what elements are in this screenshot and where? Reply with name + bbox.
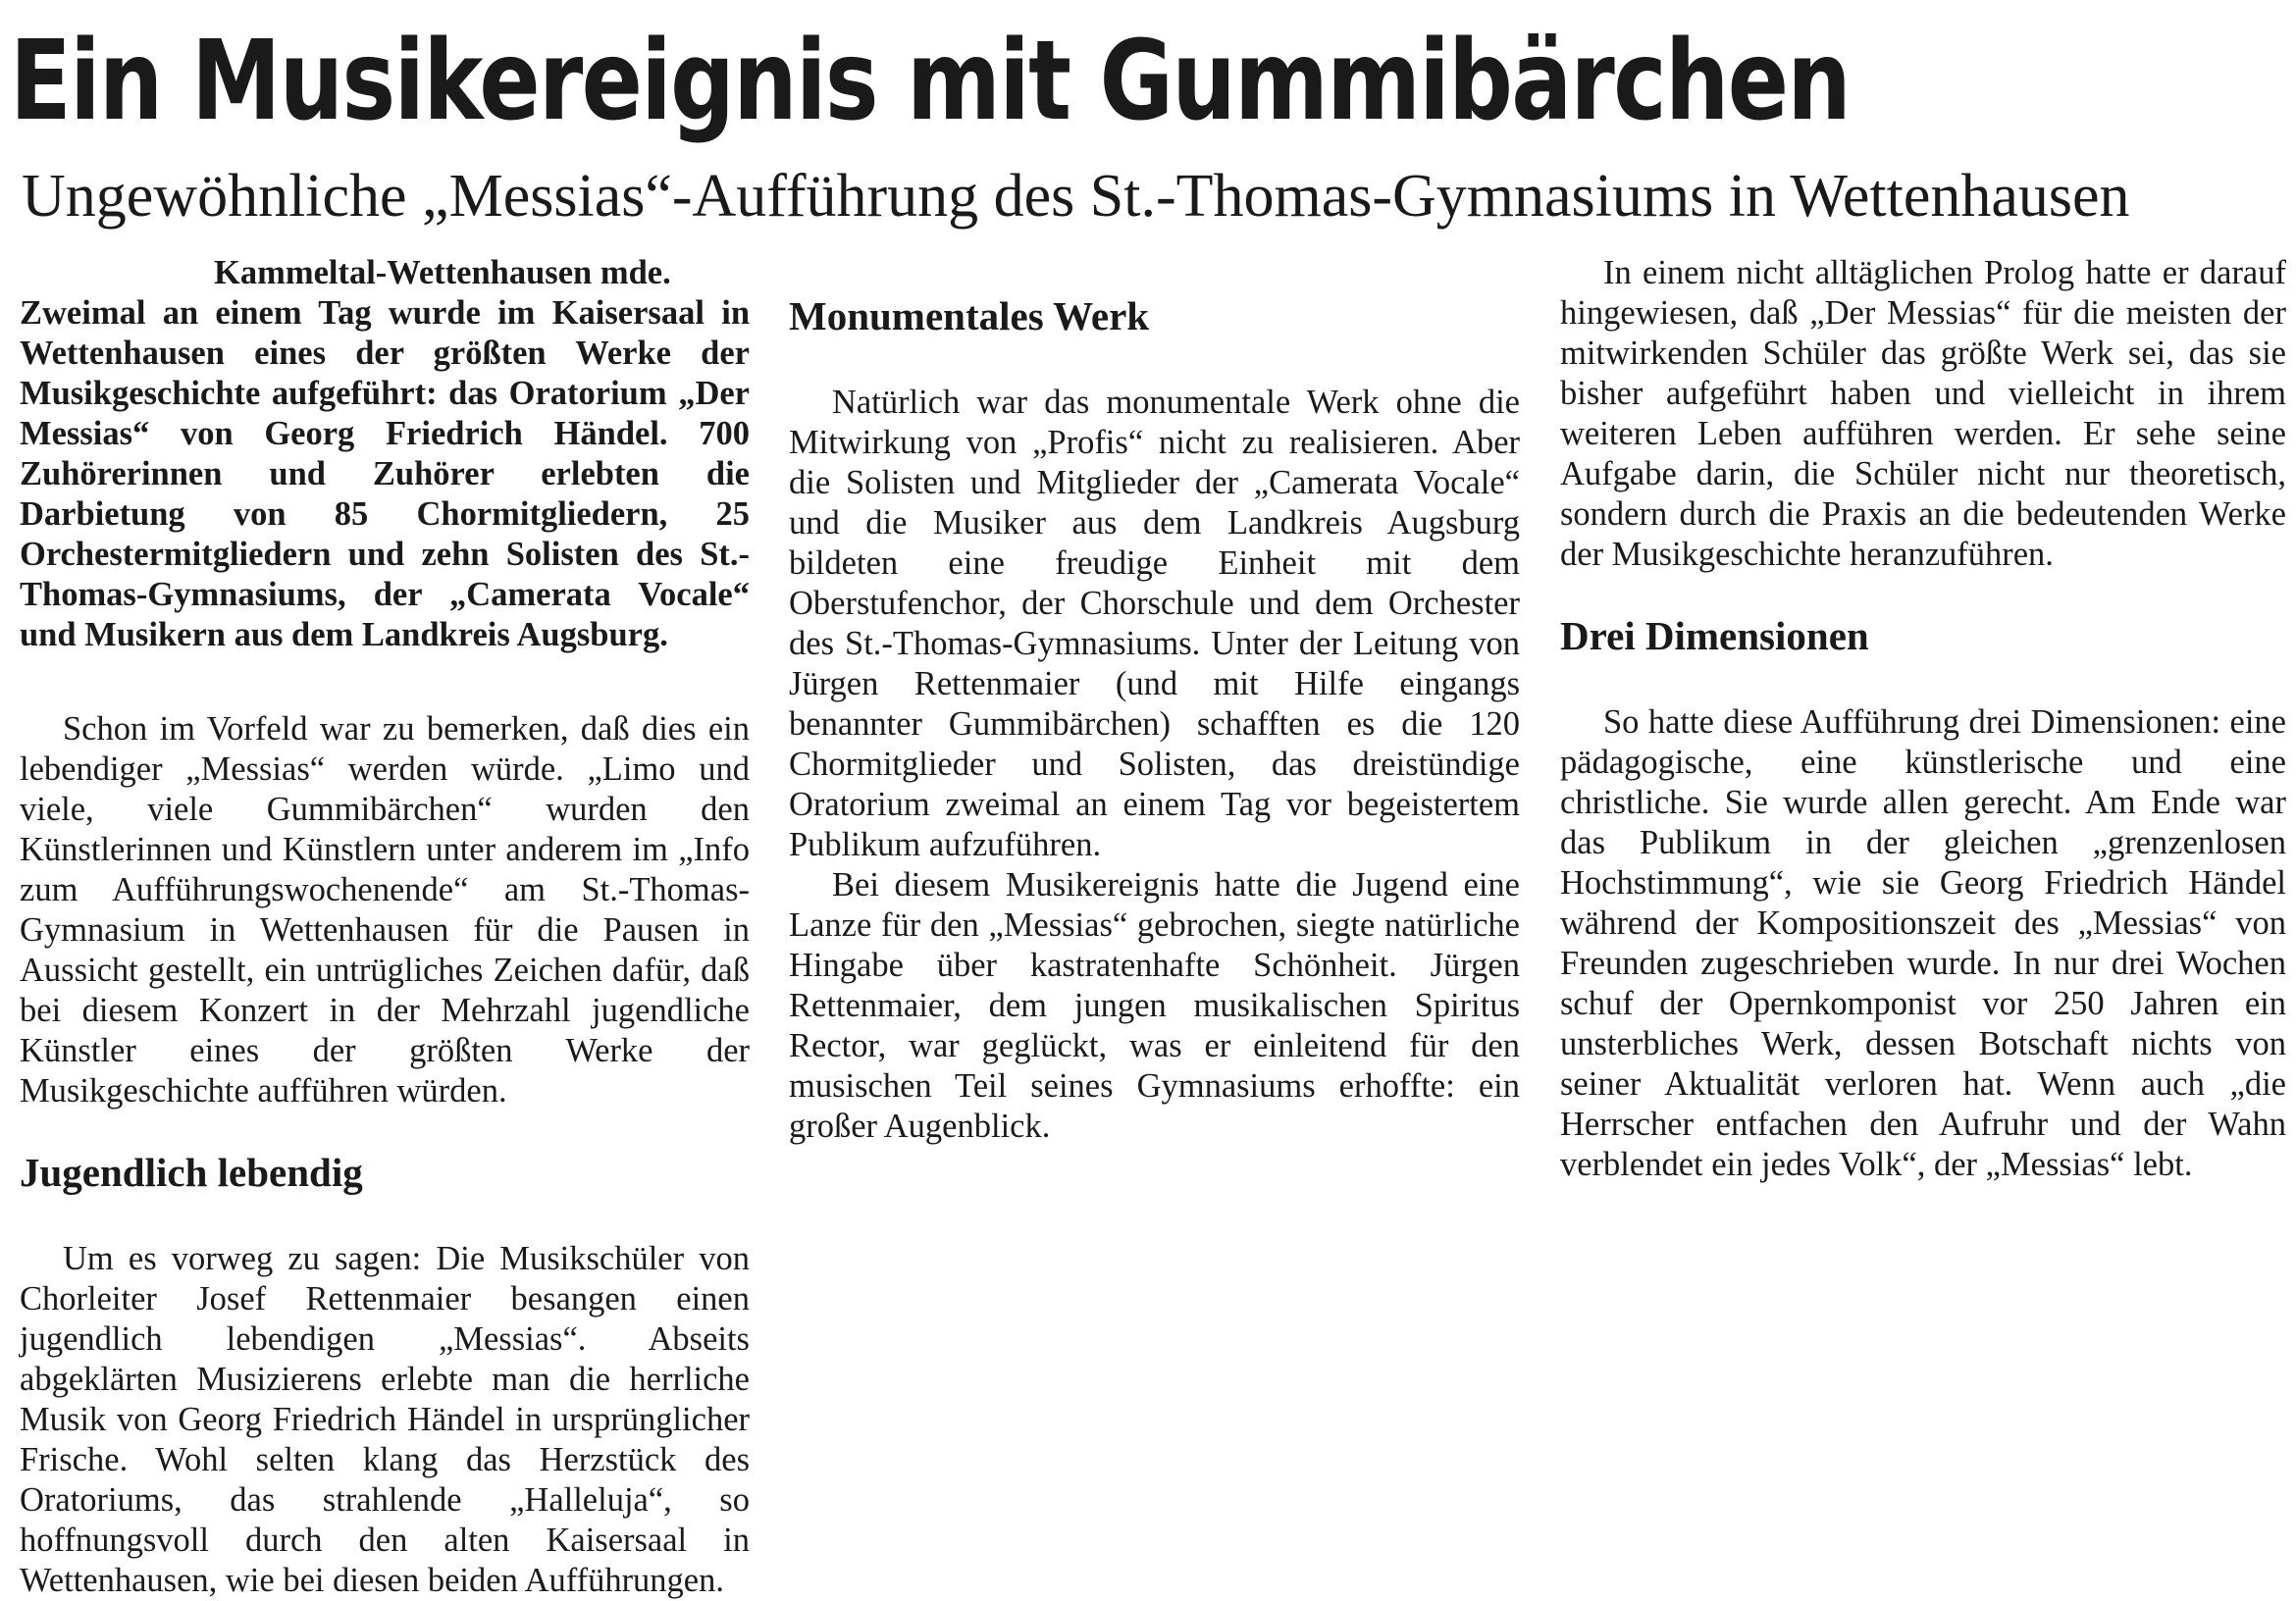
lead-paragraph xyxy=(20,253,750,655)
article-headline: Ein Musikereignis mit Gummibärchen xyxy=(10,18,1851,145)
article-column-3 xyxy=(1560,253,2286,1185)
body-paragraph-4: Bei diesem Musikereignis hatte die Jugend eine Lanze für den „Messias“ gebrochen, siegte natürliche Hingabe über kastratenhafte Schönheit. Jürgen Rettenmaier, dem jungen musikalischen Spiritus Rector, war geglückt, was er einleitend für den musischen Teil seines Gymnasiums erhoffte: ein großer Augenblick. xyxy=(789,866,1520,1145)
body-paragraph-5: In einem nicht alltäglichen Prolog hatte er darauf hingewiesen, daß „Der Messias“ für die meisten der mitwirkenden Schüler das größte Werk sei, das sie bisher aufgeführt haben und vielleicht in ihrem weiteren Leben aufführen werden. Er sehe seine Aufgabe darin, die Schüler nicht nur theoretisch, sondern durch die Praxis an die bedeutenden Werke der Musikgeschichte heranzuführen. xyxy=(1560,254,2286,573)
lead-text: Zweimal an einem Tag wurde im Kaisersaal in Wettenhausen eines der größten Werke der Musikgeschichte aufgeführt: das Oratorium „Der Messias“ von Georg Friedrich Händel. 700 Zuhörerinnen und Zuhörer erlebten die Darbietung von 85 Chormitgliedern, 25 Orchestermitgliedern und zehn Solisten des St.-Thomas-Gymnasiums, der „Camerata Vocale“ und Musikern aus dem Landkreis Augsburg. xyxy=(20,294,750,653)
subhead-jugendlich-lebendig: Jugendlich lebendig xyxy=(20,1150,363,1195)
body-paragraph-2: Um es vorweg zu sagen: Die Musikschüler von Chorleiter Josef Rettenmaier besangen einen jugendlich lebendigen „Messias“. Abseits abgeklärten Musizierens erlebte man die herrliche Musik von Georg Friedrich Händel in ursprünglicher Frische. Wohl selten klang das Herzstück des Oratoriums, das strahlende „Halleluja“, so hoffnungsvoll durch den alten Kaisersaal in Wettenhausen, wie bei diesen beiden Aufführungen. xyxy=(20,1240,750,1599)
article-column-1 xyxy=(20,253,750,1601)
body-paragraph-3: Natürlich war das monumentale Werk ohne die Mitwirkung von „Profis“ nicht zu realisieren. Aber die Solisten und Mitglieder der „Camerata Vocale“ und die Musiker aus dem Landkreis Augsburg bildeten eine freudige Einheit mit dem Oberstufenchor, der Chorschule und dem Orchester des St.-Thomas-Gymnasiums. Unter der Leitung von Jürgen Rettenmaier (und mit Hilfe eingangs benannter Gummibärchen) schafften es die 120 Chormitglieder und Solisten, das dreistündige Oratorium zweimal an einem Tag vor begeistertem Publikum aufzuführen. xyxy=(789,384,1520,863)
body-paragraph-6: So hatte diese Aufführung drei Dimensionen: eine pädagogische, eine künstlerische und eine christliche. Sie wurde allen gerecht. Am Ende war das Publikum in der gleichen „grenzenlosen Hochstimmung“, wie sie Georg Friedrich Händel während der Kompositionszeit des „Messias“ von Freunden zugeschrieben wurde. In nur drei Wochen schuf der Opernkomponist vor 250 Jahren ein unsterbliches Werk, dessen Botschaft nichts von seiner Aktualität verloren hat. Wenn auch „die Herrscher entfachen den Aufruhr und der Wahn verblendet ein jedes Volk“, der „Messias“ lebt. xyxy=(1560,703,2286,1183)
subhead-monumentales-werk: Monumentales Werk xyxy=(789,293,1150,338)
subhead-drei-dimensionen: Drei Dimensionen xyxy=(1560,613,1869,658)
article-column-2 xyxy=(789,253,1520,1147)
dateline: Kammeltal-Wettenhausen mde. xyxy=(214,254,671,291)
article-subheadline: Ungewöhnliche „Messias“-Aufführung des St.-Thomas-Gymnasiums in Wettenhausen xyxy=(22,163,2130,230)
body-paragraph-1: Schon im Vorfeld war zu bemerken, daß dies ein lebendiger „Messias“ werden würde. „Limo und viele, viele Gummibärchen“ wurden den Künstlerinnen und Künstlern unter anderem im „Info zum Aufführungswochenende“ am St.-Thomas-Gymnasium in Wettenhausen für die Pausen in Aussicht gestellt, ein untrügliches Zeichen dafür, daß bei diesem Konzert in der Mehrzahl jugendliche Künstler eines der größten Werke der Musikgeschichte aufführen würden. xyxy=(20,710,750,1110)
